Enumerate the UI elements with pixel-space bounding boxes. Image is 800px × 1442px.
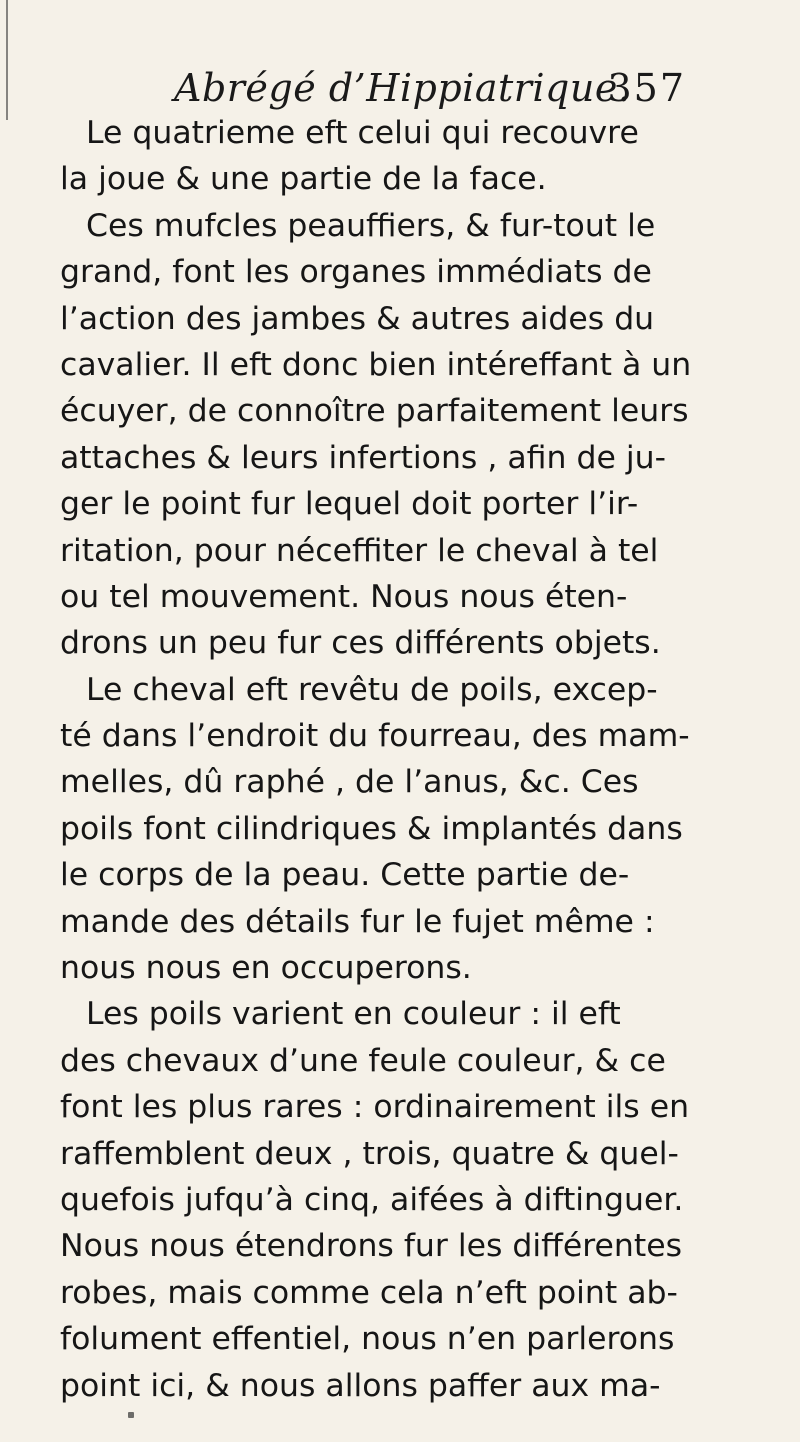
text-line: Nous nous étendrons fur les différentes <box>60 1228 682 1265</box>
text-line: melles, dû raphé , de l’anus, &c. Ces <box>60 764 639 801</box>
text-line: ou tel mouvement. Nous nous éten- <box>60 578 628 615</box>
page-edge-line <box>6 0 8 120</box>
running-title: Abrégé d’Hippiatrique. <box>174 66 631 110</box>
text-line: Le quatrieme eft celui qui recouvre <box>86 115 639 151</box>
text-line: font les plus rares : ordinairement ils en <box>60 1089 690 1126</box>
text-line: nous nous en occuperons. <box>60 950 472 987</box>
text-line: grand, font les organes immédiats de <box>60 254 652 291</box>
text-line: le corps de la peau. Cette partie de- <box>60 857 630 894</box>
text-line: cavalier. Il eft donc bien intéreffant à un <box>60 346 692 383</box>
text-line: quefois jufqu’à cinq, aifées à diftinguer. <box>60 1181 684 1218</box>
text-line: drons un peu fur ces différents objets. <box>60 625 661 662</box>
body-text <box>60 110 766 1409</box>
page-number: 357 <box>607 66 686 110</box>
text-line: ritation, pour néceffiter le cheval à tel <box>60 532 659 569</box>
text-line: Ces mufcles peauffiers, & fur-tout le <box>86 207 656 244</box>
text-line: Les poils varient en couleur : il eft <box>86 996 621 1033</box>
text-line: mande des détails fur le fujet même : <box>60 903 655 940</box>
text-line: des chevaux d’une feule couleur, & ce <box>60 1042 666 1079</box>
text-line: écuyer, de connoître parfaitement leurs <box>60 393 689 430</box>
text-line: attaches & leurs infertions , afin de ju- <box>60 439 666 476</box>
text-line: point ici, & nous allons paffer aux ma- <box>60 1367 661 1404</box>
text-line: Le cheval eft revêtu de poils, excep- <box>86 671 658 708</box>
text-line: folument effentiel, nous n’en parlerons <box>60 1321 675 1358</box>
text-line: la joue & une partie de la face. <box>60 161 547 198</box>
text-line: raffemblent deux , trois, quatre & quel- <box>60 1135 679 1172</box>
text-line: robes, mais comme cela n’eft point ab- <box>60 1274 678 1311</box>
ink-speck <box>128 1412 134 1418</box>
text-line: poils font cilindriques & implantés dans <box>60 810 683 847</box>
text-line: ger le point fur lequel doit porter l’ir- <box>60 486 639 523</box>
text-line: l’action des jambes & autres aides du <box>60 300 655 337</box>
text-line: té dans l’endroit du fourreau, des mam- <box>60 718 690 755</box>
